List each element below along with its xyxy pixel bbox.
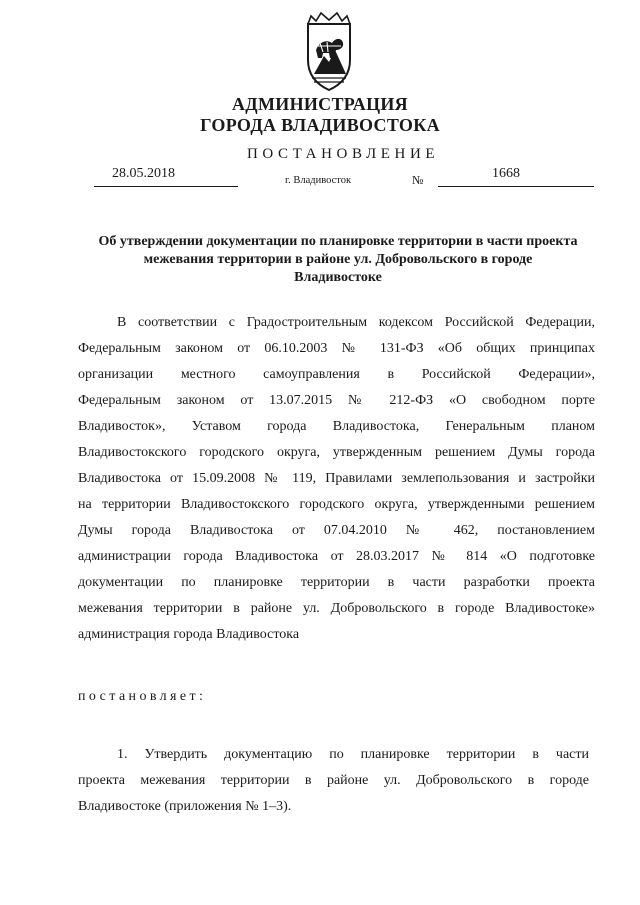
number-sign: №	[412, 173, 424, 187]
item1-line: 1. Утвердить документацию по планировке территории в части	[117, 747, 589, 762]
preamble-line: Владивосток», Уставом города Владивостока, Генеральным планом	[78, 419, 595, 434]
title-line: Об утверждении документации по планировке территории в части проекта	[98, 234, 578, 249]
date-underline	[94, 186, 238, 187]
document-place: г. Владивосток	[285, 175, 352, 186]
preamble-line: Федеральным законом от 06.10.2003 № 131-ФЗ «Об общих принципах	[78, 341, 595, 356]
document-number: 1668	[492, 166, 520, 181]
preamble-line: Владивостока от 15.09.2008 № 119, Правилами землепользования и застройки	[78, 471, 595, 486]
preamble-line: Федеральным законом от 13.07.2015 № 212-ФЗ «О свободном порте	[78, 393, 595, 408]
item1-line: Владивостоке (приложения № 1–3).	[78, 799, 292, 814]
resolves-word: постановляет:	[78, 689, 207, 704]
title-line: межевания территории в районе ул. Добровольского в городе	[143, 252, 533, 267]
document-title	[70, 233, 606, 287]
vladivostok-coat-of-arms-icon	[294, 10, 364, 92]
title-line: Владивостоке	[294, 270, 382, 285]
preamble-line: администрация города Владивостока	[78, 627, 300, 642]
preamble-line: В соответствии с Градостроительным кодексом Российской Федерации,	[117, 315, 595, 330]
item1-line: проекта межевания территории в районе ул. Добровольского в городе	[78, 773, 589, 788]
org-name-line2: ГОРОДА ВЛАДИВОСТОКА	[200, 115, 440, 135]
document-date: 28.05.2018	[112, 166, 175, 181]
preamble-line: межевания территории в районе ул. Добровольского в городе Владивостоке»	[78, 601, 595, 616]
preamble-line: организации местного самоуправления в Российской Федерации»,	[78, 367, 595, 382]
document-type: ПОСТАНОВЛЕНИЕ	[247, 146, 440, 162]
org-name-line1: АДМИНИСТРАЦИЯ	[232, 94, 408, 114]
number-underline	[438, 186, 594, 187]
preamble-line: документации по планировке территории в части разработки проекта	[78, 575, 595, 590]
preamble-line: администрации города Владивостока от 28.03.2017 № 814 «О подготовке	[78, 549, 595, 564]
preamble-line: Владивостокского городского округа, утвержденным решением Думы города	[78, 445, 595, 460]
preamble-line: на территории Владивостокского городского округа, утвержденными решением	[78, 497, 595, 512]
preamble-line: Думы города Владивостока от 07.04.2010 № 462, постановлением	[78, 523, 595, 538]
